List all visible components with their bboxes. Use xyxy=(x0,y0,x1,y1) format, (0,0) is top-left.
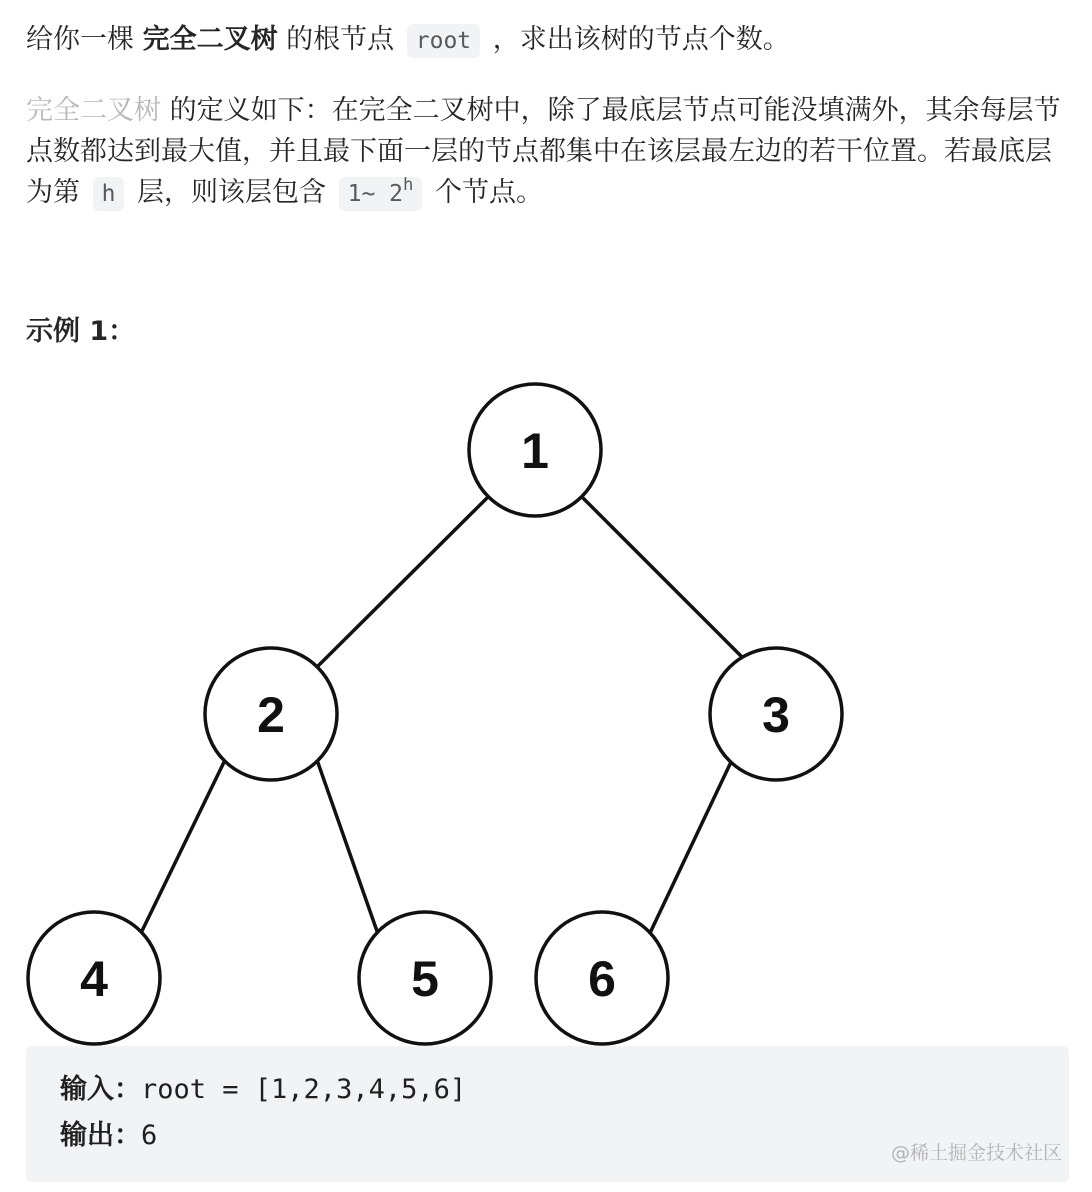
definition-paragraph xyxy=(26,90,1072,215)
range-code-base: 1~ 2 xyxy=(347,181,404,207)
edge-2-5 xyxy=(317,760,378,934)
edge-1-2 xyxy=(318,497,488,666)
h-code: h xyxy=(93,177,125,211)
definition-text-2: 层，则该层包含 xyxy=(128,177,335,208)
intro-text-middle: 的根节点 xyxy=(277,24,403,55)
tree-diagram xyxy=(0,370,1092,1050)
tree-node-4 xyxy=(28,912,160,1044)
tree-node-2 xyxy=(205,648,337,780)
intro-text-before: 给你一棵 xyxy=(26,24,143,55)
edge-1-3 xyxy=(582,497,742,657)
complete-binary-tree-link[interactable]: 完全二叉树 xyxy=(26,95,161,126)
output-value: 6 xyxy=(141,1120,158,1151)
example-title: 示例 1： xyxy=(26,316,136,347)
range-code-exponent: h xyxy=(403,174,414,195)
node-label: 1 xyxy=(521,423,549,479)
node-label: 2 xyxy=(257,687,285,743)
output-line xyxy=(60,1116,157,1156)
definition-text-1: 的定义如下：在完全二叉树中，除了最底层节点可能没填满外，其余每层节点数都达到最大值，并且最下面一层的节点都集中在该层最左边的若干位置。若最底层为第 xyxy=(26,95,1061,208)
edge-2-4 xyxy=(141,758,226,933)
input-line xyxy=(60,1070,466,1110)
node-label: 3 xyxy=(762,687,790,743)
tree-node-6 xyxy=(536,912,668,1044)
edge-3-6 xyxy=(650,762,731,933)
tree-node-5 xyxy=(359,912,491,1044)
intro-term: 完全二叉树 xyxy=(142,24,278,55)
watermark: @稀土掘金技术社区 xyxy=(890,1142,1062,1164)
intro-text-after: ，求出该树的节点个数。 xyxy=(484,24,790,55)
output-label: 输出： xyxy=(60,1120,141,1151)
node-label: 6 xyxy=(588,951,616,1007)
definition-text-3: 个节点。 xyxy=(426,177,543,208)
tree-node-3 xyxy=(710,648,842,780)
root-code: root xyxy=(407,24,480,58)
tree-node-1 xyxy=(469,384,601,516)
node-label: 4 xyxy=(80,951,108,1007)
input-value: root = [1,2,3,4,5,6] xyxy=(141,1074,467,1105)
input-label: 输入： xyxy=(60,1074,141,1105)
range-code xyxy=(339,174,423,211)
problem-intro xyxy=(26,19,1072,62)
node-label: 5 xyxy=(411,951,439,1007)
